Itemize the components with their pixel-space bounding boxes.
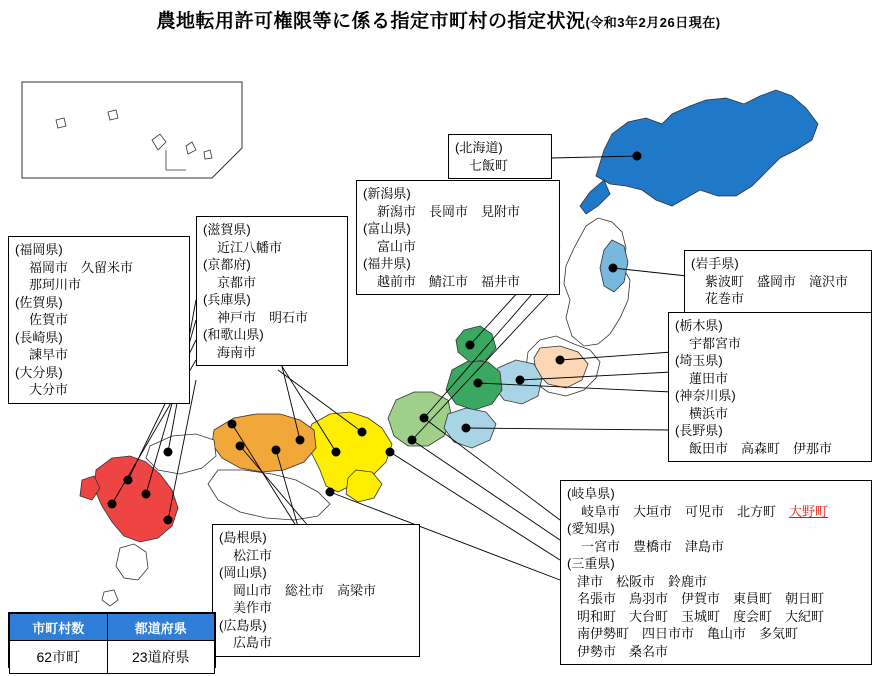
city-list: 新潟市 長岡市 見附市 (377, 203, 521, 219)
region-hokkaido (580, 90, 818, 214)
city-highlight-ohno: 大野町 (789, 503, 829, 519)
city-list: 福岡市 久留米市 (29, 259, 134, 275)
okinawa-inset (22, 82, 242, 178)
page-title-main: 農地転用許可権限等に係る指定市町村の指定状況 (156, 11, 586, 32)
value-prefecture-count: 23道府県 (107, 641, 214, 674)
city-list: 飯田市 高森町 伊那市 (689, 440, 833, 456)
city-list: 七飯町 (469, 157, 509, 173)
city-list: 大分市 (29, 382, 69, 398)
city-list-cont: 那珂川市 (29, 277, 82, 293)
city-list: 広島市 (233, 635, 273, 651)
table-header-row (10, 614, 215, 641)
callout-kanto (668, 312, 872, 462)
city-list: 宇都宮市 (689, 335, 742, 351)
pref-label: (新潟県) (363, 186, 411, 201)
pref-label: (和歌山県) (203, 327, 264, 343)
pref-label: (愛知県) (567, 521, 615, 537)
pref-label: (富山県) (363, 221, 411, 237)
city-list-text: 岐阜市 大垣市 可児市 北方町 (581, 503, 790, 519)
city-list: 南伊勢町 四日市市 亀山市 多気町 (577, 626, 799, 642)
pref-label: (福岡県) (15, 242, 63, 257)
city-list: 岡山市 総社市 高梁市 (233, 582, 377, 598)
pref-label: (北海道) (455, 140, 503, 155)
city-list: 一宮市 豊橋市 津島市 (581, 538, 725, 554)
pref-label: (埼玉県) (675, 353, 723, 369)
city-list: 神戸市 明石市 (217, 309, 309, 325)
callout-hokuriku (356, 180, 560, 295)
callout-tokai (560, 480, 872, 665)
pref-label: (長野県) (675, 423, 723, 439)
pref-label: (広島県) (219, 617, 267, 633)
pref-label: (福井県) (363, 256, 411, 272)
pref-label: (滋賀県) (203, 222, 251, 237)
city-list: 紫波町 盛岡市 滝沢市 (705, 273, 849, 289)
region-kansai (306, 412, 392, 502)
city-list: 佐賀市 (29, 312, 69, 328)
value-municipality-count: 62市町 (10, 641, 108, 674)
pref-label: (兵庫県) (203, 292, 251, 308)
pref-label: (神奈川県) (675, 388, 736, 404)
city-list-cont: 花巻市 (705, 291, 745, 307)
city-list: 明和町 大台町 玉城町 度会町 大紀町 (577, 608, 825, 624)
city-list: 近江八幡市 (217, 239, 283, 255)
city-list: 海南市 (217, 344, 257, 360)
city-list: 津市 松阪市 鈴鹿市 (577, 573, 708, 589)
city-list (567, 503, 865, 521)
pref-label: (岐阜県) (567, 486, 615, 501)
city-list: 諫早市 (29, 347, 69, 363)
region-tohoku (564, 218, 630, 346)
pref-label: (佐賀県) (15, 294, 63, 310)
city-list-cont: 美作市 (233, 600, 273, 616)
pref-label: (岩手県) (691, 256, 739, 271)
city-list: 富山市 (377, 238, 417, 254)
pref-label: (京都府) (203, 257, 251, 273)
city-list: 伊勢市 桑名市 (577, 643, 669, 659)
page-title-note: (令和3年2月26日現在) (585, 15, 721, 30)
pref-label: (三重県) (567, 556, 615, 572)
city-list: 松江市 (233, 547, 273, 563)
header-prefecture-count: 都道府県 (107, 614, 214, 641)
city-list: 横浜市 (689, 405, 729, 421)
callout-kyushu (8, 236, 190, 404)
region-kanto-chubu (388, 326, 600, 448)
table-row (10, 641, 215, 674)
summary-table (8, 612, 216, 668)
pref-label: (栃木県) (675, 318, 723, 333)
header-municipality-count: 市町村数 (10, 614, 108, 641)
pref-label: (大分県) (15, 364, 63, 380)
pref-label: (岡山県) (219, 565, 267, 581)
pref-label: (長崎県) (15, 329, 63, 345)
pref-label: (島根県) (219, 530, 267, 545)
callout-chugoku (212, 524, 420, 657)
city-list: 蓮田市 (689, 370, 729, 386)
callout-iwate (684, 250, 872, 313)
city-list: 名張市 鳥羽市 伊賀市 東員町 朝日町 (577, 591, 825, 607)
city-list: 京都市 (217, 274, 257, 290)
callout-hokkaido (448, 134, 552, 179)
callout-kansai (196, 216, 348, 366)
city-list: 越前市 鯖江市 福井市 (377, 273, 521, 289)
